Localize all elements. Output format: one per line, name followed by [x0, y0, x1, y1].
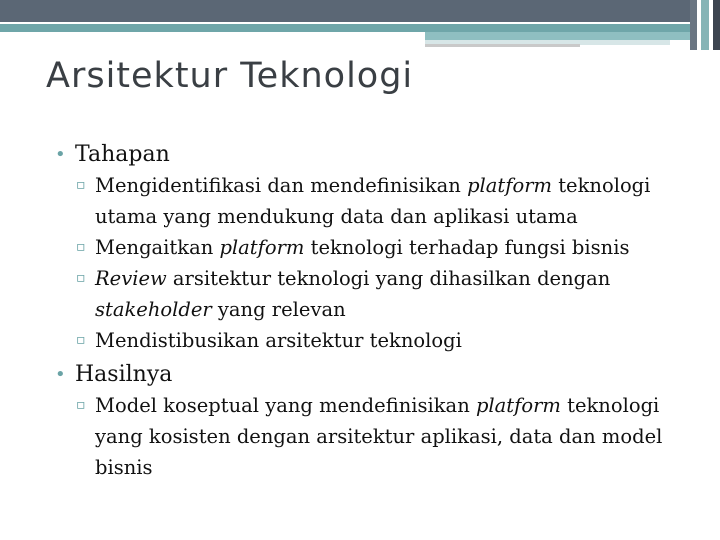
item-text-italic: platform	[467, 174, 553, 197]
slide-content	[55, 140, 695, 485]
list-item	[55, 232, 695, 263]
section-heading-text: Tahapan	[75, 142, 170, 167]
list-item	[55, 263, 695, 325]
bullet-icon: •	[55, 364, 66, 385]
square-bullet-icon: ▫	[76, 270, 86, 286]
list-item	[55, 390, 695, 483]
section-list	[55, 390, 695, 483]
square-bullet-icon: ▫	[76, 332, 86, 348]
section-heading	[55, 360, 695, 390]
header-gap	[0, 32, 425, 44]
slide-title: Arsitektur Teknologi	[46, 56, 414, 96]
item-text-italic: platform	[475, 394, 561, 417]
item-text: Mendistibusikan arsitektur teknologi	[95, 329, 462, 352]
header-grey-bar	[425, 44, 580, 47]
header-bar	[0, 0, 690, 22]
list-item	[55, 170, 695, 232]
section-heading-text: Hasilnya	[75, 362, 173, 387]
list-item	[55, 325, 695, 356]
section-list	[55, 170, 695, 356]
item-text: teknologi utama yang mendukung data dan aplikasi utama	[95, 174, 651, 228]
item-text: Model koseptual yang mendefinisikan	[95, 394, 476, 417]
item-text-italic: stakeholder	[95, 298, 212, 321]
section-heading	[55, 140, 695, 170]
item-text: Mengidentifikasi dan mendefinisikan	[95, 174, 468, 197]
item-text-italic: platform	[219, 236, 305, 259]
item-text: teknologi yang kosisten dengan arsitektur aplikasi, data dan model bisnis	[95, 394, 663, 479]
header-corner-stripes	[690, 0, 720, 50]
header-accent-bar	[0, 24, 690, 32]
bullet-icon: •	[55, 144, 66, 165]
header-accent-bar-right	[425, 32, 690, 40]
item-text: yang relevan	[211, 298, 346, 321]
corner-stripe	[690, 0, 697, 50]
square-bullet-icon: ▫	[76, 239, 86, 255]
item-text: Mengaitkan	[95, 236, 220, 259]
item-text: arsitektur teknologi yang dihasilkan dengan	[166, 267, 611, 290]
square-bullet-icon: ▫	[76, 177, 86, 193]
corner-stripe	[701, 0, 708, 50]
corner-stripe	[713, 0, 720, 50]
square-bullet-icon: ▫	[76, 397, 86, 413]
item-text-italic: Review	[95, 267, 167, 290]
item-text: teknologi terhadap fungsi bisnis	[304, 236, 630, 259]
